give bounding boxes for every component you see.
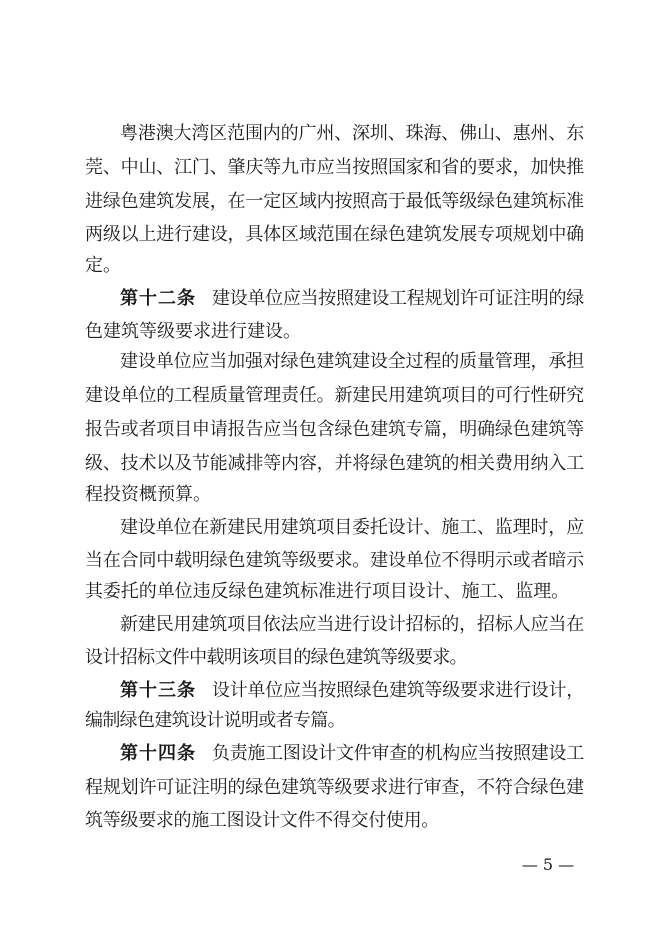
page-number: — 5 —: [521, 855, 575, 874]
article-14-heading-line: [0, 739, 666, 769]
article-label: 第十二条: [120, 288, 196, 309]
paragraph-line: [0, 415, 666, 445]
line-text: 负责施工图设计文件审查的机构应当按照建设工: [212, 743, 584, 764]
line-text: 莞、中山、江门、肇庆等九市应当按照国家和省的要求，加快推: [85, 157, 584, 178]
line-text: 色建筑等级要求进行建设。: [85, 321, 301, 342]
line-text: 当在合同中载明绿色建筑等级要求。建设单位不得明示或者暗示: [85, 550, 584, 571]
line-text: 建设单位应当按照建设工程规划许可证注明的绿: [212, 288, 584, 309]
paragraph-line: [0, 610, 666, 640]
paragraph-line: [0, 773, 666, 803]
paragraph-line: [0, 706, 666, 736]
line-text: 编制绿色建筑设计说明或者专篇。: [85, 710, 345, 731]
line-text: 筑等级要求的施工图设计文件不得交付使用。: [85, 810, 439, 831]
line-text: 报告或者项目申请报告应当包含绿色建筑专篇，明确绿色建筑等: [85, 419, 584, 440]
line-text: 新建民用建筑项目依法应当进行设计招标的，招标人应当在: [120, 614, 585, 635]
paragraph-line: [0, 220, 666, 250]
line-text: 进绿色建筑发展，在一定区域内按照高于最低等级绿色建筑标准: [85, 191, 584, 212]
paragraph-line: [0, 317, 666, 347]
line-text: 其委托的单位违反绿色建筑标准进行项目设计、施工、监理。: [85, 581, 570, 602]
line-text: 设计招标文件中载明该项目的绿色建筑等级要求。: [85, 647, 467, 668]
paragraph-line: [0, 643, 666, 673]
line-text: 级、技术以及节能减排等内容，并将绿色建筑的相关费用纳入工: [85, 453, 584, 474]
paragraph-line: [0, 347, 666, 377]
paragraph-line: [0, 577, 666, 607]
line-text: 粤港澳大湾区范围内的广州、深圳、珠海、佛山、惠州、东: [120, 123, 585, 144]
paragraph-line: [0, 187, 666, 217]
paragraph-line: [0, 153, 666, 183]
line-text: 建设单位在新建民用建筑项目委托设计、施工、监理时，应: [120, 517, 585, 538]
line-text: 程规划许可证注明的绿色建筑等级要求进行审查，不符合绿色建: [85, 777, 584, 798]
article-13-heading-line: [0, 676, 666, 706]
paragraph-line: [0, 381, 666, 411]
paragraph-line: [0, 119, 666, 149]
paragraph-line: [0, 449, 666, 479]
article-label: 第十四条: [120, 743, 196, 764]
paragraph-line: [0, 251, 666, 281]
paragraph-line: [0, 806, 666, 836]
line-text: 设计单位应当按照绿色建筑等级要求进行设计，: [212, 680, 584, 701]
line-text: 程投资概预算。: [85, 484, 211, 505]
line-text: 建设单位应当加强对绿色建筑建设全过程的质量管理，承担: [120, 351, 585, 372]
paragraph-line: [0, 513, 666, 543]
article-label: 第十三条: [120, 680, 196, 701]
line-text: 建设单位的工程质量管理责任。新建民用建筑项目的可行性研究: [85, 385, 584, 406]
article-12-heading-line: [0, 284, 666, 314]
paragraph-line: [0, 546, 666, 576]
line-text: 两级以上进行建设，具体区域范围在绿色建筑发展专项规划中确: [85, 224, 584, 245]
paragraph-line: [0, 480, 666, 510]
line-text: 定。: [85, 255, 121, 276]
